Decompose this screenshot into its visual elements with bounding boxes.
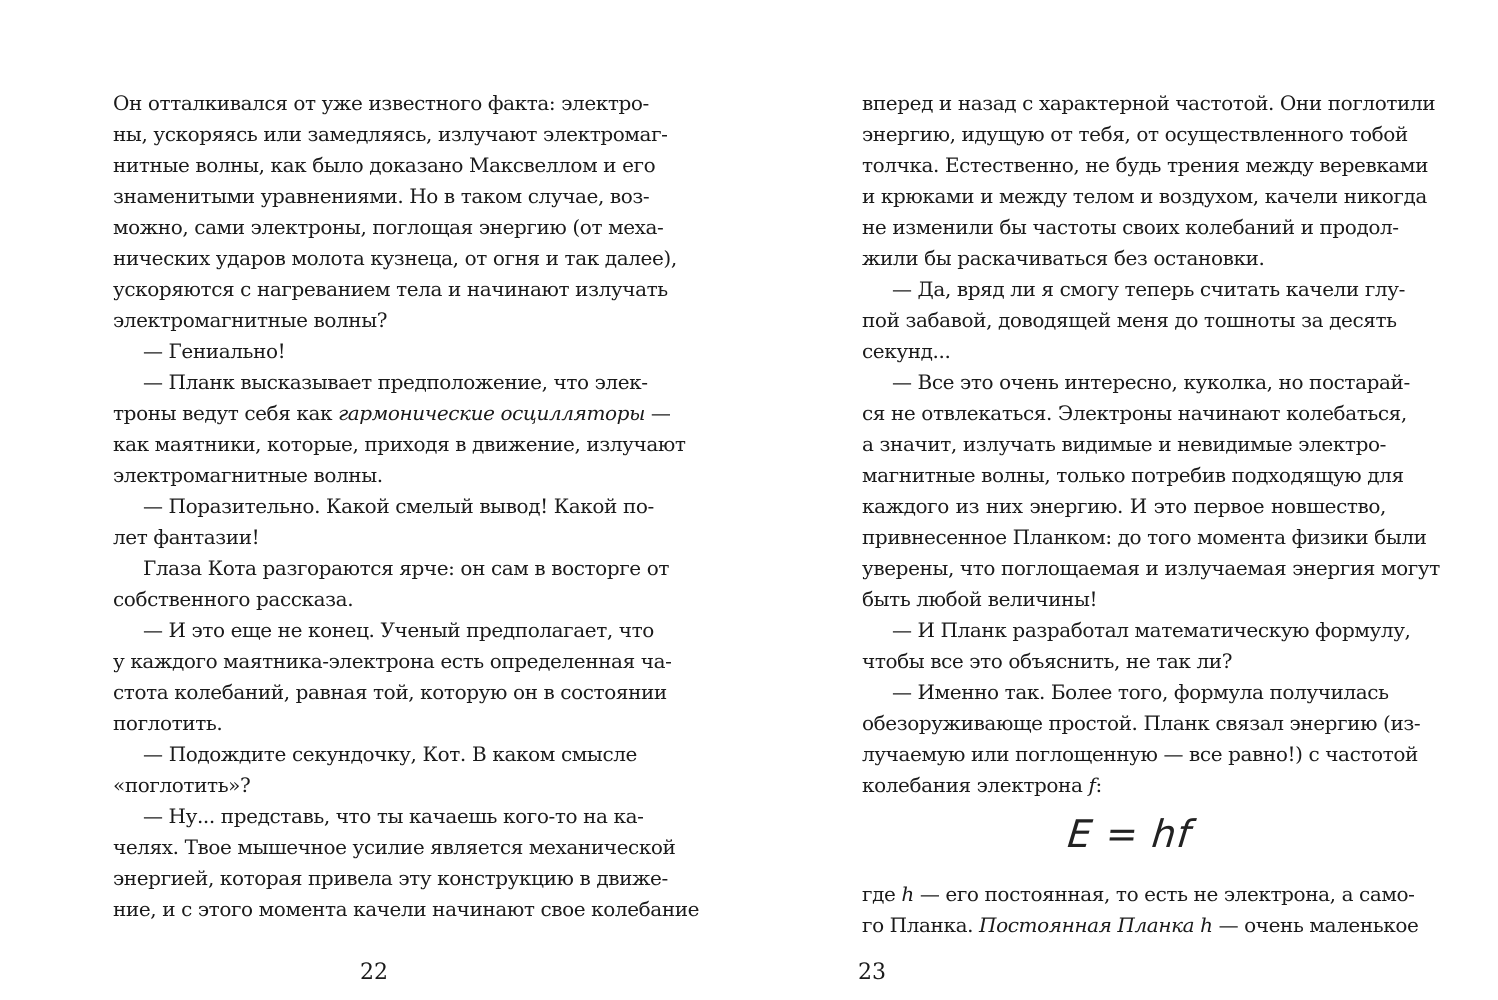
text-line: «поглотить»? [113, 773, 251, 797]
dialogue-line: — Именно так. Более того, формула получилась [892, 680, 1389, 704]
text-line: вперед и назад с характерной частотой. Они поглотили [862, 91, 1436, 115]
text-segment: где [862, 882, 902, 906]
text-line: и крюками и между телом и воздухом, качели никогда [862, 184, 1427, 208]
dialogue-line: — Все это очень интересно, куколка, но постарай- [892, 370, 1410, 394]
text-segment: — очень маленькое [1212, 913, 1419, 937]
text-line: Он отталкивался от уже известного факта: электро- [113, 91, 649, 115]
italic-term: Постоянная Планка h [979, 913, 1213, 937]
dialogue-line: — Гениально! [143, 339, 286, 363]
italic-term: гармонические осцилляторы [338, 401, 645, 425]
text-line: ускоряются с нагреванием тела и начинают излучать [113, 277, 668, 301]
text-segment: : [1095, 773, 1102, 797]
text-line: пой забавой, доводящей меня до тошноты за десять [862, 308, 1397, 332]
text-line: ны, ускоряясь или замедляясь, излучают электромаг- [113, 122, 668, 146]
text-line [113, 398, 671, 429]
text-line [862, 879, 1415, 910]
italic-variable: f [1088, 773, 1096, 797]
page-number: 22 [360, 960, 388, 985]
text-line: энергию, идущую от тебя, от осуществленного тобой [862, 122, 1408, 146]
text-line: ние, и с этого момента качели начинают свое колебание [113, 897, 700, 921]
text-segment: — его постоянная, то есть не электрона, а само- [913, 882, 1415, 906]
text-line [862, 910, 1419, 941]
dialogue-line: — Ну... представь, что ты качаешь кого-то на ка- [143, 804, 644, 828]
dialogue-line: — Подождите секундочку, Кот. В каком смысле [143, 742, 637, 766]
text-segment: — [644, 401, 671, 425]
text-line: нических ударов молота кузнеца, от огня и так далее), [113, 246, 677, 270]
text-line: секунд... [862, 339, 951, 363]
dialogue-line: — Поразительно. Какой смелый вывод! Какой по- [143, 494, 654, 518]
dialogue-line: — И Планк разработал математическую формулу, [892, 618, 1411, 642]
dialogue-line: — И это еще не конец. Ученый предполагает, что [143, 618, 654, 642]
planck-formula: E = hf [1065, 812, 1194, 856]
text-line: электромагнитные волны. [113, 463, 383, 487]
text-line: обезоруживающе простой. Планк связал энергию (из- [862, 711, 1421, 735]
dialogue-line: — Планк высказывает предположение, что элек- [143, 370, 648, 394]
text-line: поглотить. [113, 711, 223, 735]
text-segment: колебания электрона [862, 773, 1089, 797]
page-number: 23 [858, 960, 886, 985]
text-line: электромагнитные волны? [113, 308, 388, 332]
left-page-text [113, 88, 700, 925]
text-line: энергией, которая привела эту конструкцию в движе- [113, 866, 668, 890]
text-line: Глаза Кота разгораются ярче: он сам в восторге от [143, 556, 670, 580]
text-line: собственного рассказа. [113, 587, 354, 611]
text-line: знаменитыми уравнениями. Но в таком случае, воз- [113, 184, 650, 208]
text-line: магнитные волны, только потребив подходящую для [862, 463, 1404, 487]
text-line: челях. Твое мышечное усилие является механической [113, 835, 676, 859]
formula-row [862, 801, 1386, 879]
text-line: каждого из них энергию. И это первое новшество, [862, 494, 1386, 518]
text-line: у каждого маятника-электрона есть определенная ча- [113, 649, 672, 673]
dialogue-line: — Да, вряд ли я смогу теперь считать качели глу- [892, 277, 1405, 301]
text-line: а значит, излучать видимые и невидимые электро- [862, 432, 1386, 456]
text-line: жили бы раскачиваться без остановки. [862, 246, 1265, 270]
right-page-text [862, 88, 1440, 941]
text-segment: троны ведут себя как [113, 401, 339, 425]
text-line [862, 770, 1386, 801]
text-line: чтобы все это объяснить, не так ли? [862, 649, 1233, 673]
italic-variable: h [901, 882, 914, 906]
text-segment: го Планка. [862, 913, 980, 937]
text-line: ся не отвлекаться. Электроны начинают колебаться, [862, 401, 1407, 425]
text-line: быть любой величины! [862, 587, 1098, 611]
text-line: уверены, что поглощаемая и излучаемая энергия могут [862, 556, 1440, 580]
text-line: как маятники, которые, приходя в движение, излучают [113, 432, 686, 456]
text-line: не изменили бы частоты своих колебаний и продол- [862, 215, 1399, 239]
text-line: стота колебаний, равная той, которую он в состоянии [113, 680, 667, 704]
text-line: можно, сами электроны, поглощая энергию (от меха- [113, 215, 664, 239]
text-line: нитные волны, как было доказано Максвеллом и его [113, 153, 656, 177]
text-line: лет фантазии! [113, 525, 260, 549]
right-page [749, 0, 1498, 1000]
text-line: толчка. Естественно, не будь трения между веревками [862, 153, 1429, 177]
text-line: привнесенное Планком: до того момента физики были [862, 525, 1427, 549]
text-line: лучаемую или поглощенную — все равно!) с частотой [862, 742, 1418, 766]
